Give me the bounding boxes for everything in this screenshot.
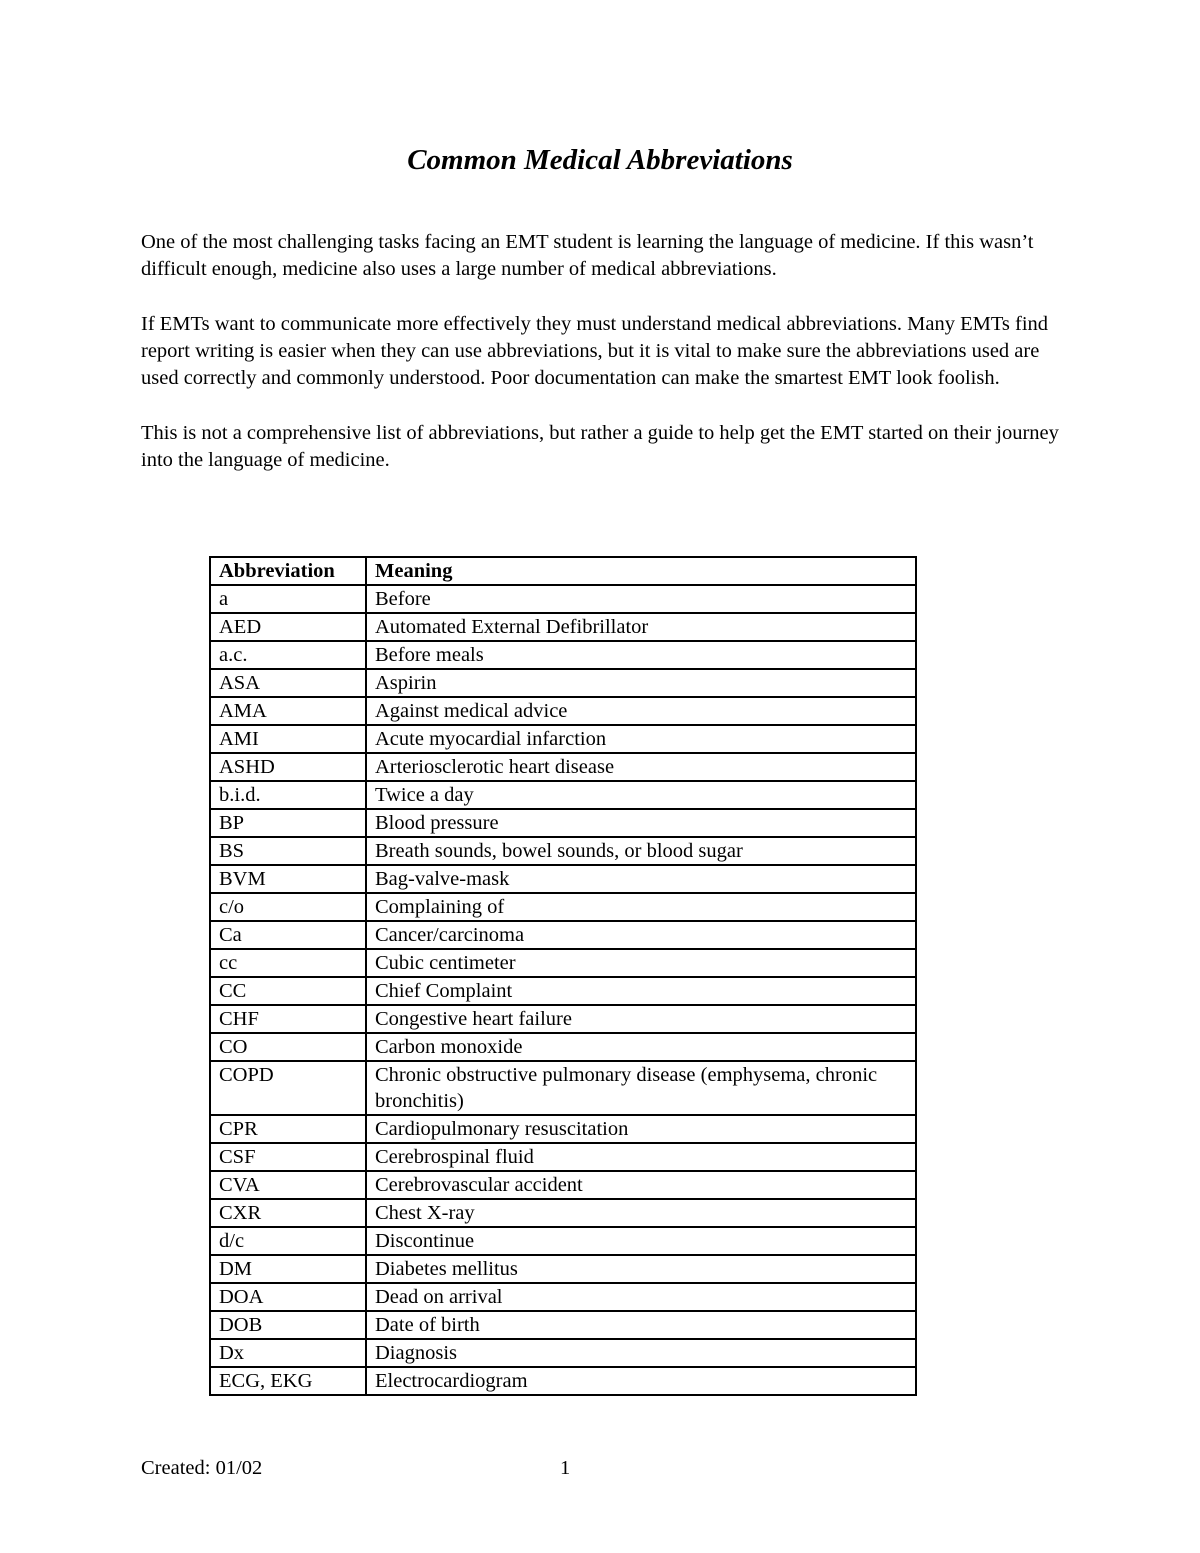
abbreviation-cell: c/o: [210, 893, 366, 921]
abbreviation-cell: CO: [210, 1033, 366, 1061]
page-title: Common Medical Abbreviations: [407, 144, 793, 176]
table-row: [210, 1005, 916, 1033]
intro-section: [141, 229, 1081, 502]
meaning-cell: Before meals: [366, 641, 916, 669]
table-row: [210, 809, 916, 837]
meaning-cell: Against medical advice: [366, 697, 916, 725]
abbreviation-cell: CHF: [210, 1005, 366, 1033]
table-row: [210, 1171, 916, 1199]
table-row: [210, 781, 916, 809]
abbreviation-cell: DOA: [210, 1283, 366, 1311]
meaning-cell: Cerebrovascular accident: [366, 1171, 916, 1199]
abbreviation-cell: COPD: [210, 1061, 366, 1115]
table-row: [210, 753, 916, 781]
meaning-cell: Twice a day: [366, 781, 916, 809]
table-row: [210, 949, 916, 977]
table-header-row: [210, 557, 916, 585]
abbreviation-cell: DM: [210, 1255, 366, 1283]
abbreviation-cell: DOB: [210, 1311, 366, 1339]
meaning-cell: Aspirin: [366, 669, 916, 697]
abbreviation-cell: CSF: [210, 1143, 366, 1171]
table-row: [210, 669, 916, 697]
table-row: [210, 1255, 916, 1283]
meaning-cell: Breath sounds, bowel sounds, or blood sugar: [366, 837, 916, 865]
abbreviation-cell: BVM: [210, 865, 366, 893]
abbreviations-table: [209, 556, 917, 1396]
table-row: [210, 893, 916, 921]
table-row: [210, 1367, 916, 1395]
abbreviation-cell: BS: [210, 837, 366, 865]
table-row: [210, 585, 916, 613]
header-abbreviation: Abbreviation: [210, 557, 366, 585]
table-row: [210, 1033, 916, 1061]
abbreviation-cell: ECG, EKG: [210, 1367, 366, 1395]
created-date: Created: 01/02: [141, 1457, 263, 1479]
intro-paragraph: One of the most challenging tasks facing an EMT student is learning the language of medicine. If this wasn’t difficult enough, medicine also uses a large number of medical abbreviations.: [141, 231, 1034, 281]
meaning-cell: Dead on arrival: [366, 1283, 916, 1311]
abbreviation-cell: CVA: [210, 1171, 366, 1199]
meaning-cell: Bag-valve-mask: [366, 865, 916, 893]
meaning-cell: Before: [366, 585, 916, 613]
header-meaning: Meaning: [366, 557, 916, 585]
abbreviation-cell: CXR: [210, 1199, 366, 1227]
abbreviation-cell: Ca: [210, 921, 366, 949]
table-row: [210, 865, 916, 893]
meaning-cell: Acute myocardial infarction: [366, 725, 916, 753]
table-row: [210, 697, 916, 725]
abbreviation-cell: a: [210, 585, 366, 613]
abbreviation-cell: b.i.d.: [210, 781, 366, 809]
abbreviation-cell: ASHD: [210, 753, 366, 781]
meaning-cell: Chronic obstructive pulmonary disease (emphysema, chronic bronchitis): [366, 1061, 916, 1115]
table-body: [210, 585, 916, 1395]
table-row: [210, 1227, 916, 1255]
page-number: 1: [560, 1457, 571, 1479]
meaning-cell: Blood pressure: [366, 809, 916, 837]
meaning-cell: Cubic centimeter: [366, 949, 916, 977]
table-row: [210, 725, 916, 753]
meaning-cell: Congestive heart failure: [366, 1005, 916, 1033]
table-row: [210, 837, 916, 865]
meaning-cell: Electrocardiogram: [366, 1367, 916, 1395]
abbreviation-cell: AMI: [210, 725, 366, 753]
table-row: [210, 613, 916, 641]
intro-paragraph: If EMTs want to communicate more effectively they must understand medical abbreviations. Many EMTs find report writing is easier when they can use abbreviations, but it is vital to make sure the abbreviations used are used correctly and commonly understood. Poor documentation can make the smartest EMT look foolish.: [141, 312, 1049, 390]
table-row: [210, 1115, 916, 1143]
table-row: [210, 921, 916, 949]
meaning-cell: Date of birth: [366, 1311, 916, 1339]
meaning-cell: Chest X-ray: [366, 1199, 916, 1227]
meaning-cell: Complaining of: [366, 893, 916, 921]
meaning-cell: Carbon monoxide: [366, 1033, 916, 1061]
table-row: [210, 1339, 916, 1367]
table-row: [210, 1199, 916, 1227]
abbreviation-cell: ASA: [210, 669, 366, 697]
abbreviation-cell: cc: [210, 949, 366, 977]
abbreviation-cell: AED: [210, 613, 366, 641]
abbreviation-cell: BP: [210, 809, 366, 837]
table-row: [210, 1143, 916, 1171]
abbreviation-cell: d/c: [210, 1227, 366, 1255]
abbreviation-cell: a.c.: [210, 641, 366, 669]
abbreviation-cell: AMA: [210, 697, 366, 725]
abbreviation-cell: CPR: [210, 1115, 366, 1143]
abbreviation-cell: Dx: [210, 1339, 366, 1367]
meaning-cell: Arteriosclerotic heart disease: [366, 753, 916, 781]
meaning-cell: Cardiopulmonary resuscitation: [366, 1115, 916, 1143]
meaning-cell: Diagnosis: [366, 1339, 916, 1367]
meaning-cell: Cancer/carcinoma: [366, 921, 916, 949]
table-row: [210, 1283, 916, 1311]
meaning-cell: Chief Complaint: [366, 977, 916, 1005]
meaning-cell: Discontinue: [366, 1227, 916, 1255]
intro-paragraph: This is not a comprehensive list of abbreviations, but rather a guide to help get the EMT started on their journey into the language of medicine.: [141, 422, 1059, 472]
meaning-cell: Diabetes mellitus: [366, 1255, 916, 1283]
table-row: [210, 1061, 916, 1115]
table-row: [210, 641, 916, 669]
abbreviation-cell: CC: [210, 977, 366, 1005]
meaning-cell: Automated External Defibrillator: [366, 613, 916, 641]
table-row: [210, 977, 916, 1005]
meaning-cell: Cerebrospinal fluid: [366, 1143, 916, 1171]
table-row: [210, 1311, 916, 1339]
